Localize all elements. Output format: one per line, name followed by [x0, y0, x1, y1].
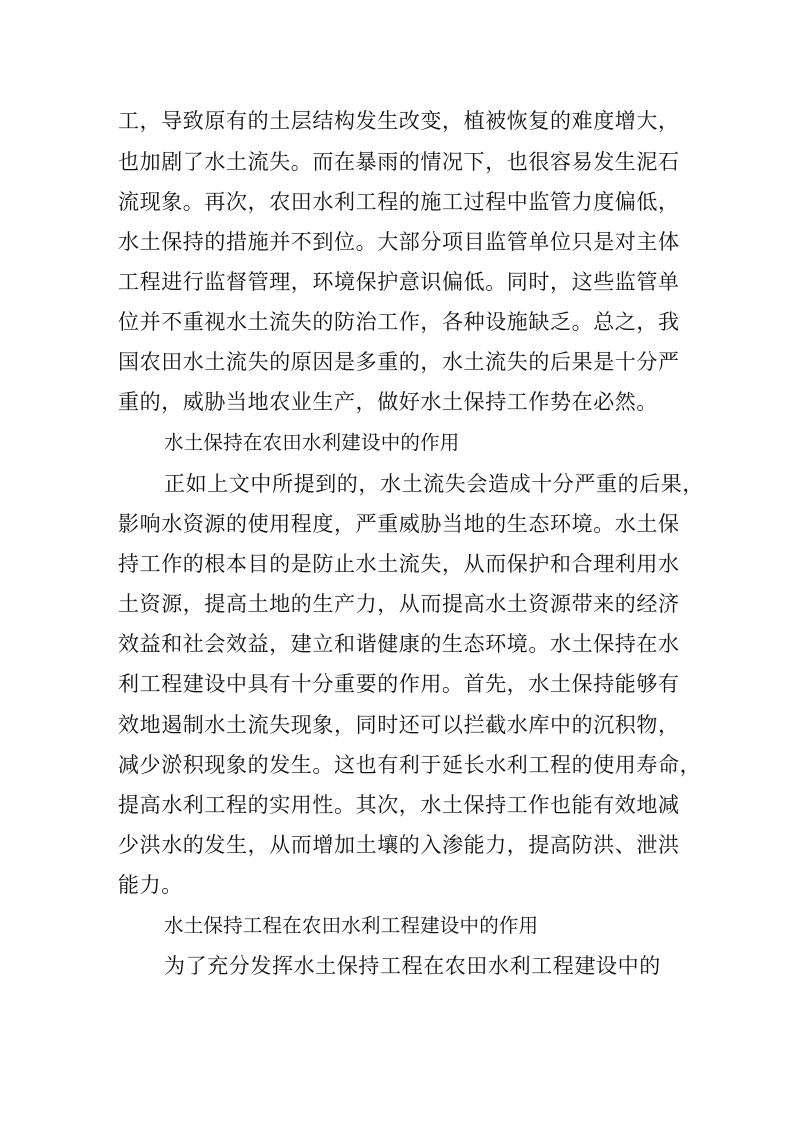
paragraph-2-line-3: 持工作的根本目的是防止水土流失，从而保护和合理利用水: [118, 552, 680, 576]
paragraph-1-line-1: 工，导致原有的土层结构发生改变，植被恢复的难度增大，: [118, 109, 680, 133]
section-heading-2: 水土保持工程在农田水利工程建设中的作用: [164, 914, 539, 937]
paragraph-2-line-10: 少洪水的发生，从而增加土壤的入渗能力，提高防洪、泄洪: [118, 833, 680, 857]
paragraph-2-line-9: 提高水利工程的实用性。其次，水土保持工作也能有效地减: [118, 793, 680, 817]
paragraph-2-line-1: 正如上文中所提到的，水土流失会造成十分严重的后果，: [164, 472, 704, 496]
paragraph-2-line-4: 土资源，提高土地的生产力，从而提高水土资源带来的经济: [118, 592, 680, 616]
paragraph-1-line-7: 国农田水土流失的原因是多重的，水土流失的后果是十分严: [118, 350, 680, 374]
paragraph-2-line-11: 能力。: [118, 873, 183, 897]
paragraph-3-line-1: 为了充分发挥水土保持工程在农田水利工程建设中的: [164, 954, 661, 978]
paragraph-1-line-3: 流现象。再次，农田水利工程的施工过程中监管力度偏低，: [118, 190, 680, 214]
paragraph-2-line-7: 效地遏制水土流失现象，同时还可以拦截水库中的沉积物，: [118, 713, 680, 737]
paragraph-1-line-6: 位并不重视水土流失的防治工作，各种设施缺乏。总之，我: [118, 310, 680, 334]
section-heading-1: 水土保持在农田水利建设中的作用: [164, 431, 460, 454]
paragraph-2-line-2: 影响水资源的使用程度，严重威胁当地的生态环境。水土保: [118, 512, 680, 536]
paragraph-1-line-2: 也加剧了水土流失。而在暴雨的情况下，也很容易发生泥石: [118, 150, 680, 174]
paragraph-1-line-5: 工程进行监督管理，环境保护意识偏低。同时，这些监管单: [118, 270, 680, 294]
paragraph-1-line-4: 水土保持的措施并不到位。大部分项目监管单位只是对主体: [118, 230, 680, 254]
paragraph-2-line-8: 减少淤积现象的发生。这也有利于延长水利工程的使用寿命，: [118, 753, 702, 777]
paragraph-2-line-6: 利工程建设中具有十分重要的作用。首先，水土保持能够有: [118, 672, 680, 696]
paragraph-1-line-8: 重的，威胁当地农业生产，做好水土保持工作势在必然。: [118, 390, 658, 414]
paragraph-2-line-5: 效益和社会效益，建立和谐健康的生态环境。水土保持在水: [118, 632, 680, 656]
